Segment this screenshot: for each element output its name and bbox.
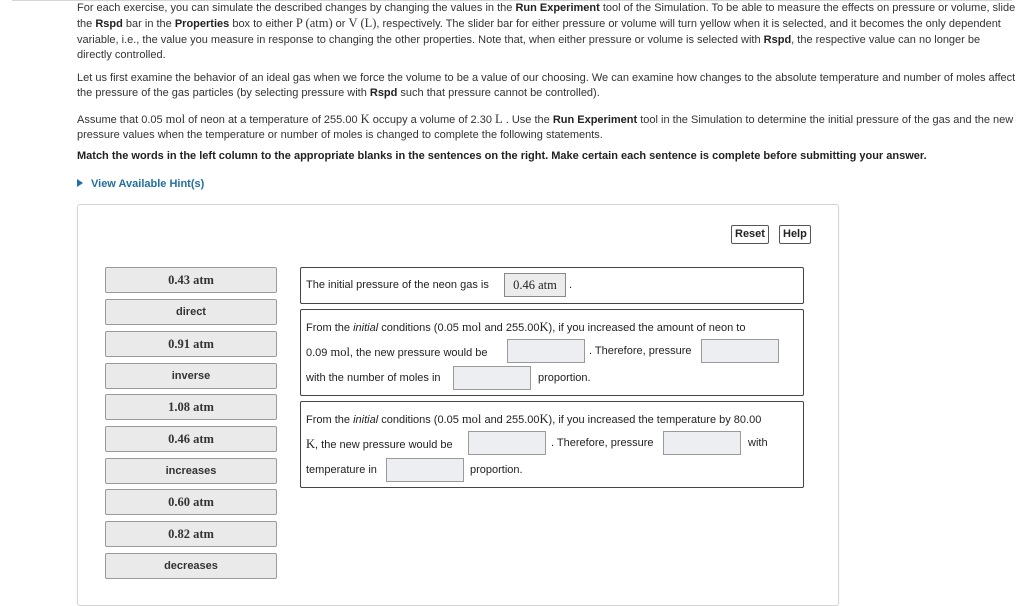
text: and 255.00 xyxy=(481,414,540,426)
sentence-text: proportion. xyxy=(538,372,591,384)
drop-slot-pressure-change[interactable] xyxy=(701,339,779,363)
run-experiment-label: Run Experiment xyxy=(515,2,600,14)
text: bar in the xyxy=(122,18,175,31)
filled-value: 0.46 atm xyxy=(513,278,557,292)
sentence-text: temperature in xyxy=(306,464,377,476)
text: From the xyxy=(306,414,354,426)
hint-link-label: View Available Hint(s) xyxy=(91,178,205,190)
intro-paragraph-2 xyxy=(77,71,1017,102)
sentence-box-temperature xyxy=(300,401,804,488)
intro-paragraph-1 xyxy=(77,1,1017,64)
drop-slot-pressure-change[interactable] xyxy=(663,431,741,455)
text: conditions (0.05 xyxy=(378,414,462,426)
choice-tile[interactable]: inverse xyxy=(105,363,277,389)
choice-tile[interactable]: 1.08 atm xyxy=(105,394,277,420)
rspd-label: Rspd xyxy=(95,18,123,31)
sentence-text: The initial pressure of the neon gas is xyxy=(306,279,489,291)
reset-button[interactable]: Reset xyxy=(731,225,769,244)
sentence-text: . Therefore, pressure xyxy=(589,345,692,357)
sentence-text: . xyxy=(569,279,573,291)
drop-slot-proportion[interactable] xyxy=(386,458,464,482)
run-experiment-label: Run Experiment xyxy=(552,114,638,126)
text: Assume that 0.05 xyxy=(77,114,166,126)
help-button[interactable]: Help xyxy=(779,225,811,244)
choice-tile[interactable]: decreases xyxy=(105,553,277,579)
text: conditions (0.05 xyxy=(378,322,462,334)
text: box to either xyxy=(229,18,296,31)
text: . Use the xyxy=(502,114,553,126)
rspd-label: Rspd xyxy=(369,87,398,100)
sentence-line xyxy=(306,320,745,335)
text: or xyxy=(332,18,349,31)
math-mol: mol xyxy=(330,345,350,359)
math-mol: mol xyxy=(165,112,186,126)
math-mol: mol xyxy=(461,320,482,334)
math-mol: mol xyxy=(461,412,482,426)
choice-tile[interactable]: 0.46 atm xyxy=(105,426,277,452)
drop-slot-filled[interactable] xyxy=(504,273,566,297)
math-kelvin: K xyxy=(539,412,549,426)
math-kelvin: K xyxy=(360,112,370,126)
text: , respectively. The slider bar for either pressure or volume will turn yellow when it is selected, and it becomes the only dependent variable, i.e., the value you measure in response to changing the other properties. Note that, when either pressure or volume is selected with xyxy=(77,18,1001,46)
math-kelvin: K xyxy=(306,437,316,451)
text: initial xyxy=(353,414,379,426)
choice-tile[interactable]: 0.91 atm xyxy=(105,331,277,357)
sentence-text: with xyxy=(748,437,768,449)
expand-triangle-icon xyxy=(77,179,83,187)
sentence-text: with the number of moles in xyxy=(306,372,441,384)
rspd-label: Rspd xyxy=(763,33,792,46)
choice-tile[interactable]: 0.60 atm xyxy=(105,489,277,515)
choice-tile[interactable]: increases xyxy=(105,458,277,484)
text: , the new pressure would be xyxy=(349,347,488,359)
text: of neon at a temperature of 255.00 xyxy=(185,114,361,126)
view-hints-link[interactable] xyxy=(77,178,204,190)
text: ), if you increased the amount of neon to xyxy=(548,322,746,334)
sentence-text: proportion. xyxy=(470,464,523,476)
math-liter: L xyxy=(495,112,503,126)
sentence-line xyxy=(306,345,488,360)
properties-label: Properties xyxy=(174,18,230,31)
sentence-line xyxy=(306,437,453,452)
text: 0.09 xyxy=(306,347,331,359)
text: For each exercise, you can simulate the described changes by changing the values in the xyxy=(77,2,516,14)
text: , the respective value can no longer be directly controlled. xyxy=(77,33,981,62)
text: Let us first examine the behavior of an ideal gas when we force the volume to be a value of our choosing. We can examine how changes to the absolute temperature and number of moles affect the pressure of the gas particles (by selecting pressure with xyxy=(77,72,1016,100)
math-kelvin: K xyxy=(539,320,549,334)
choice-tile[interactable]: 0.43 atm xyxy=(105,267,277,293)
sentence-text: . Therefore, pressure xyxy=(551,437,654,449)
text: , the new pressure would be xyxy=(315,439,453,451)
text: such that pressure cannot be controlled). xyxy=(397,87,600,100)
instruction-text: Match the words in the left column to the appropriate blanks in the sentences on the right. Make certain each sentence is complete before submitting your answer. xyxy=(77,150,927,162)
drop-slot-new-pressure[interactable] xyxy=(468,431,546,455)
text: occupy a volume of 2.30 xyxy=(369,114,496,126)
intro-paragraph-3 xyxy=(77,112,1017,144)
choice-tile[interactable]: direct xyxy=(105,299,277,325)
text: tool of the Simulation. To be able to measure the effects on pressure or volume, slide the xyxy=(77,2,1016,31)
choice-tile[interactable]: 0.82 atm xyxy=(105,521,277,547)
sentence-line xyxy=(306,412,761,427)
drop-slot-new-pressure[interactable] xyxy=(507,339,585,363)
math-pressure: P (atm) xyxy=(295,16,333,31)
text: and 255.00 xyxy=(481,322,540,334)
text: From the xyxy=(306,322,354,334)
sentence-box-moles xyxy=(300,309,804,396)
text: ), if you increased the temperature by 80.00 xyxy=(548,414,762,426)
text: tool in the Simulation to determine the initial pressure of the gas and the new pressure values when the temperature or number of moles is changed to complete the following statements. xyxy=(77,114,1014,142)
drop-slot-proportion[interactable] xyxy=(453,366,531,390)
sentence-box-initial-pressure xyxy=(300,267,804,304)
math-volume: V (L) xyxy=(348,16,377,31)
text: initial xyxy=(353,322,379,334)
